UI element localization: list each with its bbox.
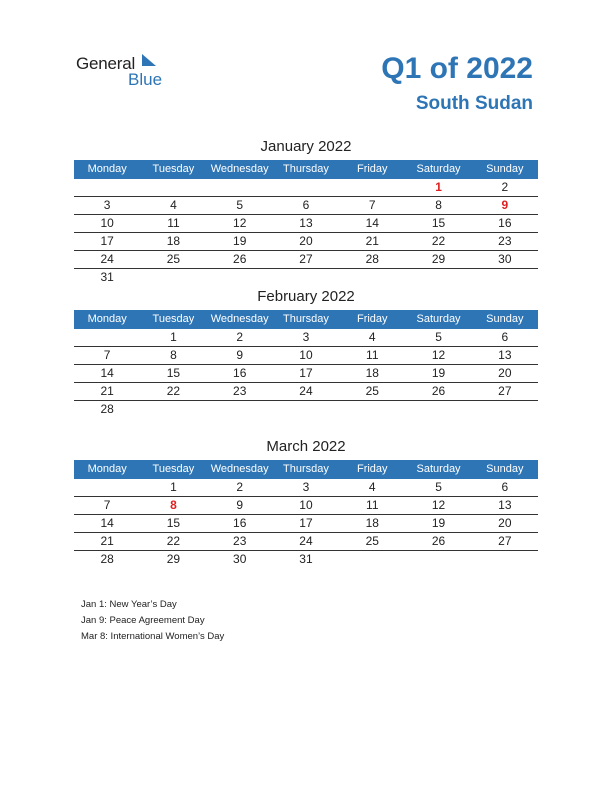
day-cell: 1 bbox=[170, 330, 177, 344]
day-cell: 2 bbox=[236, 330, 244, 344]
day-cell: 4 bbox=[368, 480, 376, 494]
week-row bbox=[74, 533, 538, 551]
month-title: March 2022 bbox=[266, 438, 346, 455]
day-cell bbox=[207, 179, 273, 196]
week-row bbox=[74, 179, 538, 197]
day-cell bbox=[405, 401, 471, 418]
day-cell bbox=[273, 401, 339, 418]
day-cell bbox=[405, 269, 471, 286]
weekday-label: Sunday bbox=[486, 313, 524, 325]
day-cell: 24 bbox=[299, 534, 313, 548]
day-cell: 11 bbox=[366, 348, 379, 362]
day-cell: 19 bbox=[431, 516, 446, 530]
day-cell: 14 bbox=[100, 366, 114, 380]
day-cell: 10 bbox=[100, 216, 114, 230]
day-cell: 24 bbox=[100, 252, 114, 266]
day-cell: 25 bbox=[365, 534, 379, 548]
day-cell bbox=[472, 551, 538, 568]
day-cell: 5 bbox=[435, 330, 442, 344]
holiday-notes bbox=[81, 597, 224, 645]
day-cell: 16 bbox=[498, 216, 512, 230]
day-cell: 19 bbox=[431, 366, 446, 380]
week-row bbox=[74, 197, 538, 215]
day-cell: 18 bbox=[166, 234, 181, 248]
day-cell: 21 bbox=[100, 384, 114, 398]
weekday-header bbox=[74, 460, 538, 479]
week-row bbox=[74, 497, 538, 515]
day-cell: 29 bbox=[166, 552, 181, 566]
month-january bbox=[74, 138, 538, 286]
day-cell: 25 bbox=[166, 252, 181, 266]
logo-flag-icon bbox=[142, 54, 156, 66]
weekday-label: Tuesday bbox=[152, 163, 195, 175]
day-cell bbox=[207, 269, 273, 286]
day-cell: 31 bbox=[100, 270, 114, 284]
week-row bbox=[74, 269, 538, 286]
day-cell: 22 bbox=[166, 534, 181, 548]
day-cell: 27 bbox=[299, 252, 313, 266]
weekday-label: Thursday bbox=[283, 163, 329, 175]
day-cell: 4 bbox=[368, 330, 376, 344]
week-row bbox=[74, 515, 538, 533]
day-cell: 5 bbox=[435, 480, 442, 494]
day-cell: 3 bbox=[103, 198, 111, 212]
week-row bbox=[74, 251, 538, 269]
day-cell: 26 bbox=[431, 384, 446, 398]
week-row bbox=[74, 551, 538, 568]
day-cell bbox=[405, 551, 471, 568]
day-cell: 13 bbox=[498, 348, 512, 362]
month-march bbox=[74, 438, 538, 568]
day-cell: 30 bbox=[233, 552, 247, 566]
day-cell: 12 bbox=[431, 348, 446, 362]
day-cell: 4 bbox=[170, 198, 177, 212]
day-cell: 20 bbox=[498, 366, 512, 380]
day-cell: 22 bbox=[166, 384, 181, 398]
day-cell: 26 bbox=[431, 534, 446, 548]
day-cell: 6 bbox=[501, 480, 509, 494]
day-cell bbox=[472, 401, 538, 418]
page-title: Q1 of 2022 bbox=[381, 52, 533, 85]
day-cell: 21 bbox=[100, 534, 114, 548]
day-cell: 8 bbox=[435, 198, 442, 212]
month-grid bbox=[74, 479, 538, 568]
day-cell: 20 bbox=[498, 516, 512, 530]
day-cell: 23 bbox=[498, 234, 512, 248]
day-cell: 11 bbox=[167, 216, 180, 230]
weekday-label: Saturday bbox=[416, 313, 461, 325]
day-cell bbox=[74, 479, 140, 496]
weekday-label: Friday bbox=[356, 313, 388, 325]
logo-general-text: General bbox=[76, 54, 136, 73]
weekday-label: Thursday bbox=[283, 463, 329, 475]
holiday-note: Mar 8: International Women’s Day bbox=[81, 631, 225, 642]
weekday-label: Tuesday bbox=[152, 463, 195, 475]
day-cell: 1 bbox=[435, 180, 442, 194]
day-cell: 2 bbox=[501, 180, 509, 194]
day-cell: 23 bbox=[233, 384, 247, 398]
week-row bbox=[74, 233, 538, 251]
weekday-label: Monday bbox=[87, 313, 127, 325]
country-subtitle: South Sudan bbox=[415, 93, 533, 114]
day-cell: 17 bbox=[100, 234, 114, 248]
day-cell bbox=[140, 401, 206, 418]
day-cell: 16 bbox=[233, 366, 247, 380]
weekday-label: Friday bbox=[356, 163, 388, 175]
day-cell: 7 bbox=[103, 348, 111, 362]
day-cell: 21 bbox=[365, 234, 379, 248]
weekday-label: Wednesday bbox=[210, 163, 269, 175]
holiday-note: Jan 9: Peace Agreement Day bbox=[81, 615, 205, 626]
day-cell bbox=[207, 401, 273, 418]
week-row bbox=[74, 347, 538, 365]
month-title: February 2022 bbox=[257, 288, 355, 305]
day-cell: 22 bbox=[431, 234, 446, 248]
week-row bbox=[74, 401, 538, 418]
week-row bbox=[74, 383, 538, 401]
day-cell: 27 bbox=[498, 384, 512, 398]
day-cell: 20 bbox=[299, 234, 313, 248]
day-cell: 8 bbox=[170, 348, 177, 362]
day-cell: 12 bbox=[431, 498, 446, 512]
day-cell: 15 bbox=[166, 516, 181, 530]
weekday-label: Friday bbox=[356, 463, 388, 475]
weekday-label: Saturday bbox=[416, 163, 461, 175]
day-cell: 9 bbox=[236, 498, 244, 512]
day-cell: 13 bbox=[299, 216, 313, 230]
day-cell: 2 bbox=[236, 480, 244, 494]
day-cell: 15 bbox=[431, 216, 446, 230]
day-cell: 12 bbox=[233, 216, 247, 230]
day-cell: 10 bbox=[299, 498, 313, 512]
day-cell: 16 bbox=[233, 516, 247, 530]
day-cell bbox=[140, 179, 206, 196]
day-cell bbox=[339, 401, 405, 418]
day-cell: 17 bbox=[299, 516, 313, 530]
day-cell: 14 bbox=[365, 216, 379, 230]
day-cell: 18 bbox=[365, 516, 379, 530]
weekday-label: Wednesday bbox=[210, 463, 269, 475]
day-cell bbox=[74, 179, 140, 196]
day-cell bbox=[339, 269, 405, 286]
day-cell: 30 bbox=[498, 252, 512, 266]
day-cell: 28 bbox=[100, 552, 114, 566]
week-row bbox=[74, 329, 538, 347]
day-cell bbox=[273, 269, 339, 286]
weekday-label: Thursday bbox=[283, 313, 329, 325]
day-cell: 31 bbox=[299, 552, 313, 566]
weekday-label: Monday bbox=[87, 163, 127, 175]
day-cell: 13 bbox=[498, 498, 512, 512]
month-february bbox=[74, 288, 538, 418]
holiday-note: Jan 1: New Year’s Day bbox=[81, 599, 177, 610]
day-cell bbox=[140, 269, 206, 286]
week-row bbox=[74, 479, 538, 497]
day-cell: 9 bbox=[501, 198, 509, 212]
day-cell: 28 bbox=[100, 402, 114, 416]
weekday-label: Monday bbox=[87, 463, 127, 475]
day-cell: 7 bbox=[368, 198, 376, 212]
weekday-label: Tuesday bbox=[152, 313, 195, 325]
week-row bbox=[74, 215, 538, 233]
day-cell: 11 bbox=[366, 498, 379, 512]
day-cell bbox=[74, 329, 140, 346]
day-cell: 19 bbox=[233, 234, 247, 248]
weekday-header bbox=[74, 160, 538, 179]
day-cell bbox=[339, 179, 405, 196]
day-cell: 29 bbox=[431, 252, 446, 266]
month-grid bbox=[74, 179, 538, 286]
day-cell: 6 bbox=[501, 330, 509, 344]
weekday-label: Wednesday bbox=[210, 313, 269, 325]
day-cell: 25 bbox=[365, 384, 379, 398]
month-title: January 2022 bbox=[260, 138, 352, 155]
day-cell: 5 bbox=[236, 198, 244, 212]
day-cell: 14 bbox=[100, 516, 114, 530]
day-cell: 3 bbox=[302, 480, 310, 494]
day-cell: 28 bbox=[365, 252, 379, 266]
day-cell: 6 bbox=[302, 198, 310, 212]
brand-logo bbox=[76, 52, 176, 88]
month-grid bbox=[74, 329, 538, 418]
day-cell: 27 bbox=[498, 534, 512, 548]
week-row bbox=[74, 365, 538, 383]
day-cell: 8 bbox=[170, 498, 177, 512]
day-cell: 9 bbox=[236, 348, 244, 362]
weekday-header bbox=[74, 310, 538, 329]
day-cell: 10 bbox=[299, 348, 313, 362]
day-cell: 23 bbox=[233, 534, 247, 548]
weekday-label: Saturday bbox=[416, 463, 461, 475]
day-cell bbox=[273, 179, 339, 196]
day-cell: 24 bbox=[299, 384, 313, 398]
weekday-label: Sunday bbox=[486, 463, 524, 475]
day-cell: 26 bbox=[233, 252, 247, 266]
day-cell: 3 bbox=[302, 330, 310, 344]
day-cell bbox=[472, 269, 538, 286]
logo-blue-text: Blue bbox=[128, 70, 163, 89]
day-cell: 17 bbox=[299, 366, 313, 380]
weekday-label: Sunday bbox=[486, 163, 524, 175]
day-cell: 15 bbox=[166, 366, 181, 380]
day-cell: 18 bbox=[365, 366, 379, 380]
day-cell bbox=[339, 551, 405, 568]
day-cell: 1 bbox=[170, 480, 177, 494]
day-cell: 7 bbox=[103, 498, 111, 512]
